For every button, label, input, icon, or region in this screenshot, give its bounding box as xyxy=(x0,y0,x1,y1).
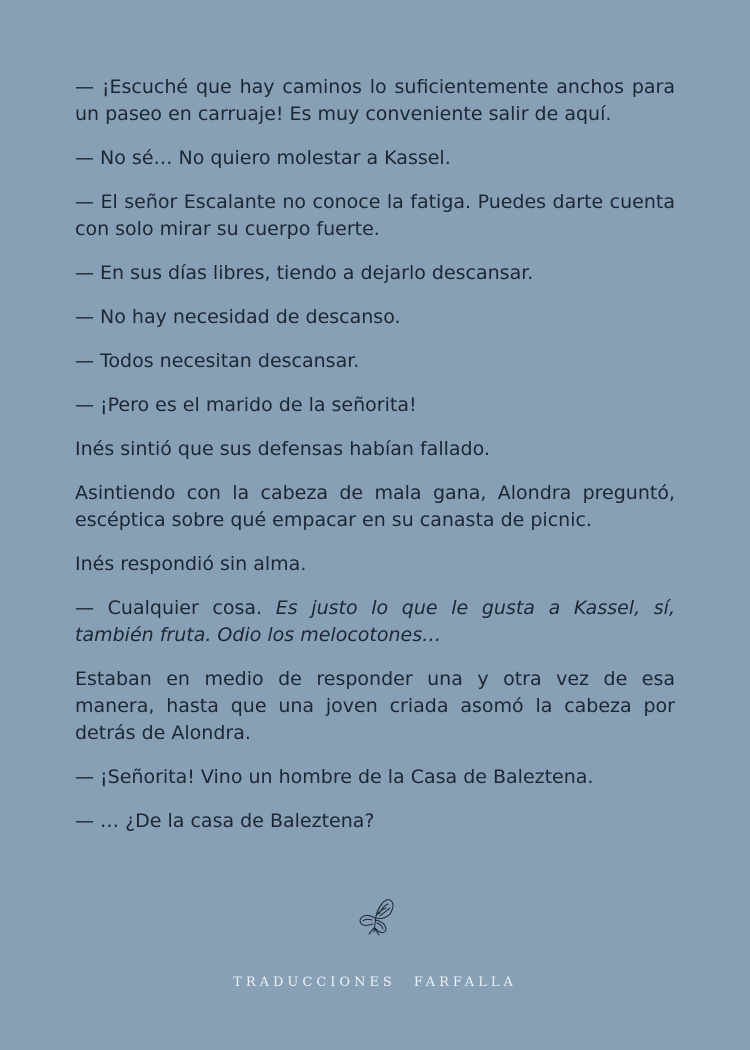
footer-word: TRADUCCIONES xyxy=(233,975,396,990)
paragraph: Inés sintió que sus defensas habían fallado. xyxy=(75,438,490,460)
paragraph-mixed xyxy=(75,595,675,649)
paragraph: — ¡Escuché que hay caminos lo suficientemente anchos para un paseo en carruaje! Es muy conveniente salir de aquí. xyxy=(75,76,675,125)
paragraph: — ¡Pero es el marido de la señorita! xyxy=(75,394,417,416)
footer-word: FARFALLA xyxy=(413,975,517,990)
paragraph: — En sus días libres, tiendo a dejarlo descansar. xyxy=(75,262,534,284)
paragraph: — El señor Escalante no conoce la fatiga. Puedes darte cuenta con solo mirar su cuerpo fuerte. xyxy=(75,191,675,240)
story-text xyxy=(75,74,675,852)
paragraph-italic: Es justo lo que le gusta a Kassel, sí, también fruta. Odio los melocotones… xyxy=(75,597,675,646)
paragraph: — No sé… No quiero molestar a Kassel. xyxy=(75,147,451,169)
paragraph: — No hay necesidad de descanso. xyxy=(75,306,401,328)
paragraph: Estaban en medio de responder una y otra vez de esa manera, hasta que una joven criada asomó la cabeza por detrás de Alondra. xyxy=(75,668,675,744)
paragraph: — … ¿De la casa de Baleztena? xyxy=(75,810,375,832)
butterfly-icon xyxy=(352,892,398,940)
publisher-footer xyxy=(0,975,750,990)
paragraph: — ¡Señorita! Vino un hombre de la Casa de Baleztena. xyxy=(75,766,594,788)
paragraph: Inés respondió sin alma. xyxy=(75,553,307,575)
paragraph: Asintiendo con la cabeza de mala gana, Alondra preguntó, escéptica sobre qué empacar en su canasta de picnic. xyxy=(75,482,675,531)
paragraph: — Todos necesitan descansar. xyxy=(75,350,360,372)
paragraph-roman: — Cualquier cosa. xyxy=(75,597,276,619)
